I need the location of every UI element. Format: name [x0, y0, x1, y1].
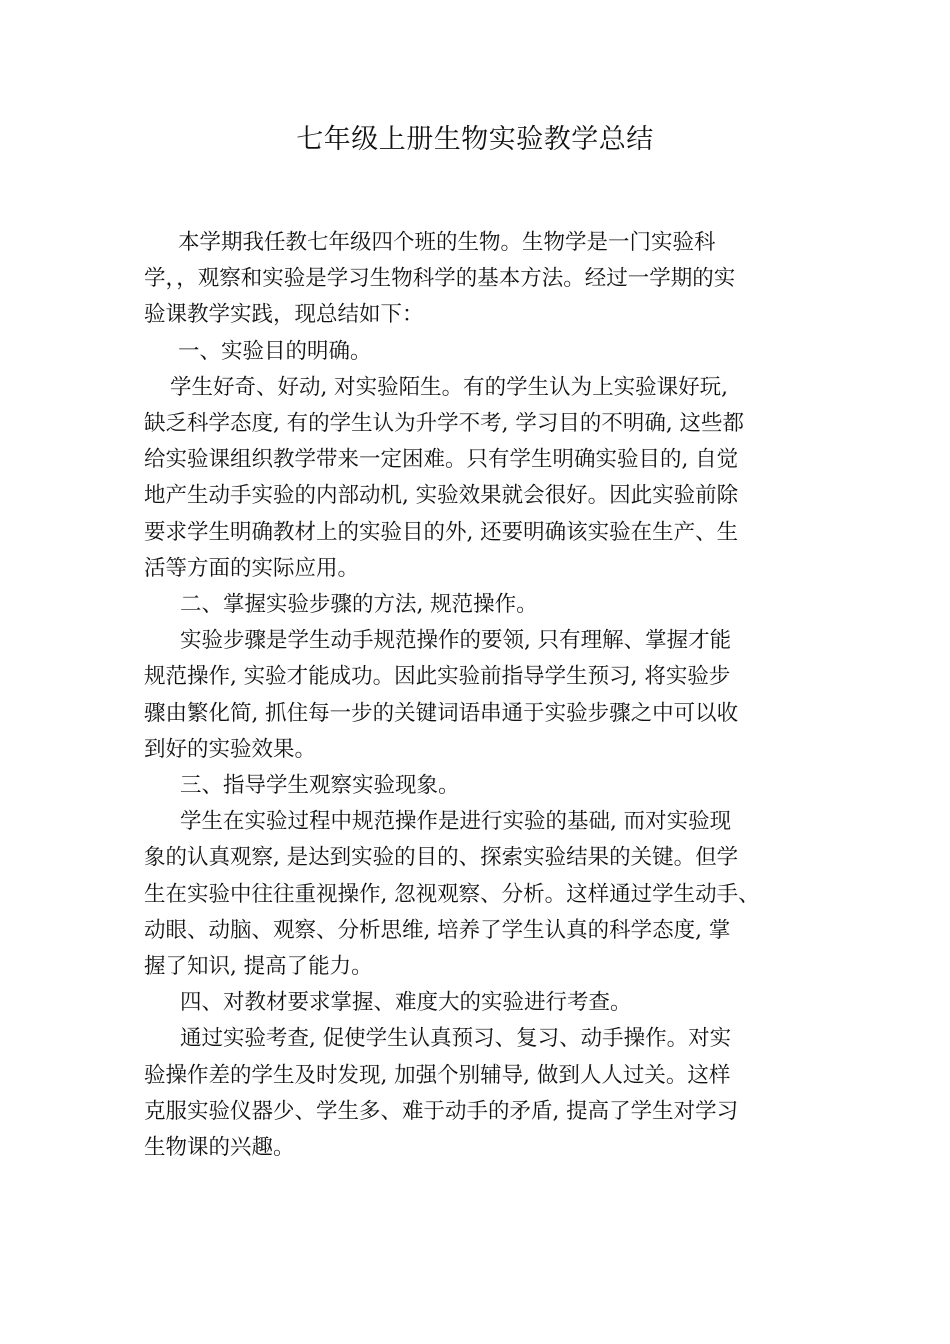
paragraph-section-3-line: 握了知识, 提高了能力。: [144, 954, 373, 980]
paragraph-section-4-line: 验操作差的学生及时发现, 加强个别辅导, 做到人人过关。这样: [144, 1062, 731, 1088]
paragraph-intro-line: 本学期我任教七年级四个班的生物。生物学是一门实验科: [178, 230, 716, 255]
paragraph-section-1-line: 地产生动手实验的内部动机, 实验效果就会很好。因此实验前除: [144, 483, 739, 509]
paragraph-section-1-line: 给实验课组织教学带来一定困难。只有学生明确实验目的, 自觉: [144, 447, 739, 473]
section-heading-4: 四、对教材要求掌握、难度大的实验进行考查。: [180, 990, 632, 1016]
paragraph-section-1-line: 学生好奇、好动, 对实验陌生。有的学生认为上实验课好玩,: [170, 374, 729, 400]
paragraph-section-2-line: 规范操作, 实验才能成功。因此实验前指导学生预习, 将实验步: [144, 664, 731, 690]
paragraph-section-3-line: 象的认真观察, 是达到实验的目的、探索实验结果的关键。但学: [144, 845, 739, 871]
paragraph-section-2-line: 实验步骤是学生动手规范操作的要领, 只有理解、掌握才能: [180, 628, 732, 654]
paragraph-section-4-line: 克服实验仪器少、学生多、难于动手的矛盾, 提高了学生对学习: [144, 1098, 739, 1124]
section-heading-1: 一、实验目的明确。: [178, 338, 372, 364]
paragraph-section-4-line: 通过实验考查, 促使学生认真预习、复习、动手操作。对实: [180, 1026, 732, 1052]
paragraph-section-2-line: 到好的实验效果。: [144, 736, 317, 762]
paragraph-section-2-line: 骤由繁化简, 抓住每一步的关键词语串通于实验步骤之中可以收: [144, 700, 739, 726]
paragraph-section-3-line: 生在实验中往往重视操作, 忽视观察、分析。这样通过学生动手、: [144, 881, 760, 907]
document-title: 七年级上册生物实验教学总结: [296, 124, 654, 155]
section-heading-3: 三、指导学生观察实验现象。: [180, 773, 460, 799]
section-heading-2: 二、掌握实验步骤的方法, 规范操作。: [180, 592, 538, 618]
paragraph-section-4-line: 生物课的兴趣。: [144, 1135, 295, 1161]
paragraph-section-3-line: 学生在实验过程中规范操作是进行实验的基础, 而对实验现: [180, 809, 732, 835]
paragraph-section-3-line: 动眼、动脑、观察、分析思维, 培养了学生认真的科学态度, 掌: [144, 917, 731, 943]
paragraph-section-1-line: 缺乏科学态度, 有的学生认为升学不考, 学习目的不明确, 这些都: [144, 411, 745, 437]
paragraph-intro-line: 验课教学实践，现总结如下：: [144, 302, 424, 328]
paragraph-intro-line: 学，，观察和实验是学习生物科学的基本方法。经过一学期的实: [144, 266, 736, 292]
document-body: [144, 225, 814, 1166]
paragraph-section-1-line: 要求学生明确教材上的实验目的外, 还要明确该实验在生产、生: [144, 519, 739, 545]
paragraph-section-1-line: 活等方面的实际应用。: [144, 555, 360, 581]
